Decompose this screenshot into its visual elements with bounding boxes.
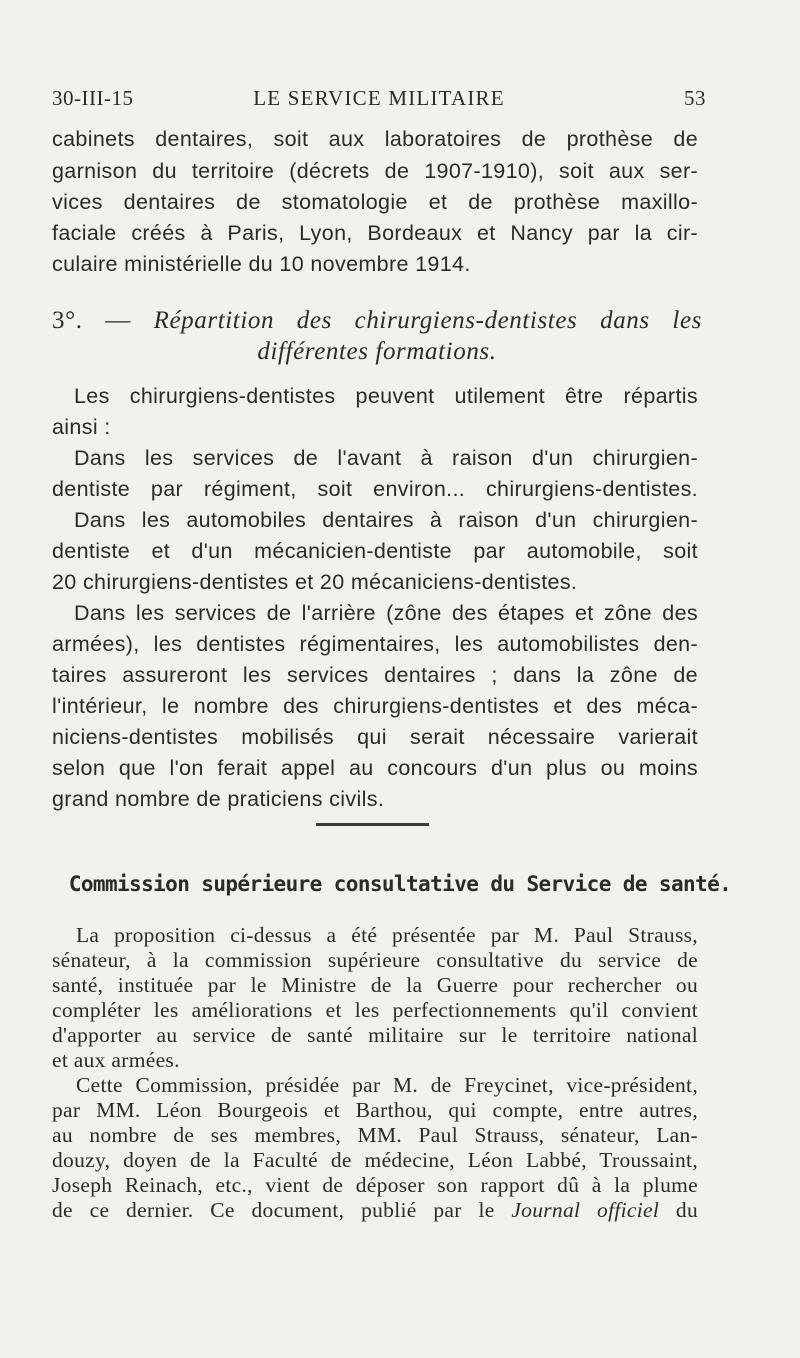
text-line: sénateur, à la commission supérieure consultative du service de [52,948,698,972]
text-line: douzy, doyen de la Faculté de médecine, Léon Labbé, Troussaint, [52,1148,698,1172]
text-segment: de ce dernier. Ce document, publié par le [52,1198,495,1222]
text-line: culaire ministérielle du 10 novembre 1914. [52,252,471,276]
text-line: dentiste et d'un mécanicien-dentiste par automobile, soit [52,539,698,563]
text-line: d'apporter au service de santé militaire sur le territoire national [52,1023,698,1047]
text-line: selon que l'on ferait appel au concours d'un plus ou moins [52,756,698,780]
journal-title: Journal officiel [511,1198,660,1222]
text-line: faciale créés à Paris, Lyon, Bordeaux et Nancy par la cir- [52,221,698,245]
page-number: 53 [684,86,706,110]
text-line: par MM. Léon Bourgeois et Barthou, qui compte, entre autres, [52,1098,698,1122]
running-header [52,86,706,118]
section-number: 3°. — [52,307,131,334]
text-line: vices dentaires de stomatologie et de prothèse maxillo- [52,190,698,214]
section-title-line1: Répartition des chirurgiens-dentistes dans les [153,307,703,334]
text-line: Joseph Reinach, etc., vient de déposer son rapport dû à la plume [52,1173,698,1197]
header-title: LE SERVICE MILITAIRE [253,86,505,110]
text-line: ainsi : [52,415,111,439]
text-line: Dans les automobiles dentaires à raison d'un chirurgien- [74,508,698,532]
section-title-line2: différentes formations. [257,338,497,365]
header-date: 30-III-15 [52,86,134,110]
section-heading [52,305,702,336]
text-line: La proposition ci-dessus a été présentée par M. Paul Strauss, [76,923,698,947]
text-line: compléter les améliorations et les perfectionnements qu'il convient [52,998,698,1022]
text-line: garnison du territoire (décrets de 1907-1910), soit aux ser- [52,159,698,183]
text-line: santé, instituée par le Ministre de la Guerre pour rechercher ou [52,973,698,997]
text-line: Les chirurgiens-dentistes peuvent utilement être répartis [74,384,698,408]
section-heading-cont [52,336,702,367]
text-line: niciens-dentistes mobilisés qui serait nécessaire varierait [52,725,698,749]
text-line: Dans les services de l'arrière (zône des étapes et zône des [74,601,698,625]
text-line: Dans les services de l'avant à raison d'un chirurgien- [74,446,698,470]
text-line: au nombre de ses membres, MM. Paul Strauss, sénateur, Lan- [52,1123,698,1147]
text-line: armées), les dentistes régimentaires, les automobilistes den- [52,632,698,656]
text-line-last [52,1198,698,1223]
commission-heading: Commission supérieure consultative du Service de santé. [68,872,732,896]
text-line: l'intérieur, le nombre des chirurgiens-dentistes et des méca- [52,694,698,718]
text-segment: du [675,1198,698,1222]
text-line: et aux armées. [52,1048,180,1072]
text-line: cabinets dentaires, soit aux laboratoires de prothèse de [52,127,698,151]
section-divider [316,823,429,826]
text-line: 20 chirurgiens-dentistes et 20 mécaniciens-dentistes. [52,570,578,594]
text-line: grand nombre de praticiens civils. [52,787,385,811]
text-line: taires assureront les services dentaires ; dans la zône de [52,663,698,687]
text-line: Cette Commission, présidée par M. de Freycinet, vice-président, [76,1073,698,1097]
text-line: dentiste par régiment, soit environ... chirurgiens-dentistes. [52,477,698,501]
